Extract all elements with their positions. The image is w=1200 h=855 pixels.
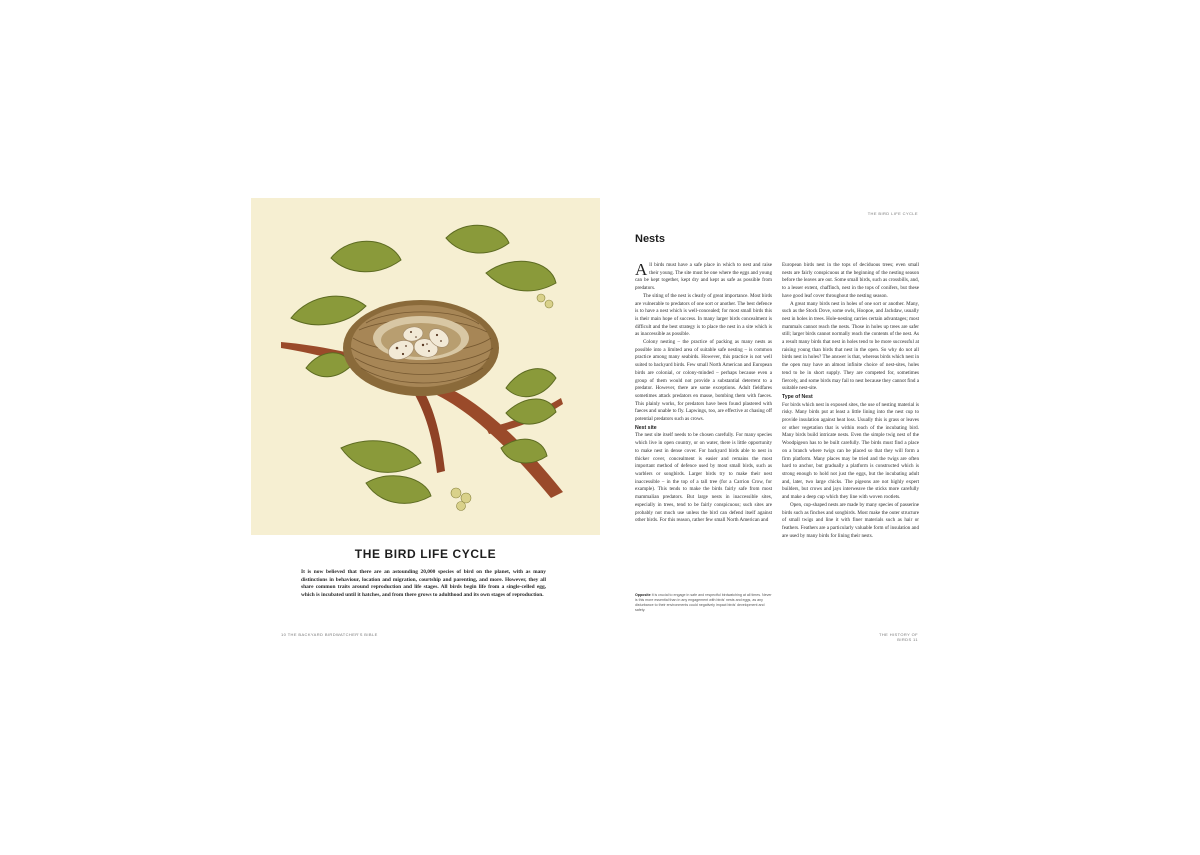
section-title: Nests (635, 233, 665, 245)
chapter-title: THE BIRD LIFE CYCLE (354, 547, 497, 561)
paragraph: A great many birds nest in holes of one sort or another. Many, such as the Stock Dove, some owls, Hoopoe, and Jackdaw, usually nest in holes in trees. Hole-nesting carries certain advantages; most mammals cannot reach the nests. Those in holes up trees are safer still; larger birds cannot normally reach the contents of the nest. As a result many birds that nest in holes tend to be more successful at raising young than birds that nest in the open. So why do not all birds nest in holes? The answer is that, whereas birds which nest in the open may have an almost infinite choice of nest-sites, holes tend to be in short supply. They are competed for, sometimes fiercely, and some birds may fail to nest because they cannot find a suitable nest-site. (782, 300, 919, 392)
subheading-type-of-nest: Type of Nest (782, 393, 813, 400)
paragraph: Open, cup-shaped nests are made by many species of passerine birds such as finches and songbirds. Most make the outer structure of small twigs and line it with finer materials such as hair or feathers. Feathers are a particularly valuable form of insulation and are used by many birds for lining their nests. (782, 501, 919, 539)
paragraph: For birds which nest in exposed sites, the use of nesting material is risky. Many birds put at least a little lining into the nest cup to provide insulation against heat loss. Usually this is grass or leaves or other vegetation that is within reach of the incubating bird. Many birds build intricate nests. Even the simple twig nest of the Woodpigeon has to be built carefully. The birds must find a place on a branch where twigs can be placed so that they will form a firm platform. Many places may be tried and the twigs are often hard to anchor, but gradually a platform is constructed which is strong enough to hold not just the eggs, but the incubating adult and, later, two large chicks. The pigeons are not highly expert builders, but crows and jays interweave the sticks more carefully and make a deep cup which they line with woven rootlets. (782, 401, 919, 501)
bird-nest-image (251, 198, 600, 535)
paragraph: Colony nesting – the practice of packing as many nests as possible into a limited area of suitable safe nesting – is common practice among many seabirds. However, this practice is not well suited to backyard birds. Few small North American and European birds are colonial, or colony-minded – perhaps because even a group of them would not provide a substantial deterrent to a predator. However, there are some exceptions. Adult fieldfares sometimes attack predators en masse, bombing them with faeces. This plainly works, for predators have been found plastered with faeces and unable to fly. Lapwings, too, are effective at chasing off potential predators such as crows. (635, 339, 772, 423)
caption-text: It is crucial to engage in safe and respectful birdwatching at all times. Never is this more essential than in any engagement with birds' nests and eggs, as any disturbance to their environments could negatively impact birds' development and safety. (635, 593, 772, 612)
drop-cap: A (635, 260, 648, 279)
paragraph: All birds must have a safe place in which to nest and raise their young. The site must be one where the eggs and young can be kept together, kept dry and kept as safe as possible from predators. (635, 260, 772, 292)
running-head: THE BIRD LIFE CYCLE (867, 211, 918, 216)
text-column-2 (782, 262, 919, 608)
subheading-nest-site: Nest site (635, 424, 657, 431)
caption-label: Opposite (635, 593, 651, 597)
paragraph: European birds nest in the tops of deciduous trees; even small nests are fairly conspicuous at the beginning of the nesting season before the leaves are out. Some small birds, such as crossbills, and, to a lesser extent, chaffinch, nest in the tops of conifers, but these have good leaf cover throughout the nesting season. (782, 262, 919, 299)
paragraph: The nest site itself needs to be chosen carefully. For many species which live in open country, or on water, there is little opportunity to make nest in dense cover. For backyard birds able to nest in thicker cover, concealment is easier and remains the most important method of defence used by most small birds, such as warblers or songbirds. Larger birds try to make their nest inaccessible – in the top of a tall tree (for a Carrion Crow, for example). This tends to make the birds fairly safe from most mammalian predators. But large nests in inaccessible sites, especially in trees, tend to be fairly conspicuous; such sites are probably not much use unless the bird can defend itself against other birds. For this reason, rather few small North American and (635, 432, 772, 524)
paragraph: The siting of the nest is clearly of great importance. Most birds are vulnerable to predators of one sort or another. The best defence is to have a nest which is well-concealed; for most small birds this is their main hope of success. In many larger birds concealment is difficult and the best strategy is to place the nest in a site which is as inaccessible as possible. (635, 292, 772, 338)
nest-illustration (251, 198, 600, 535)
chapter-intro: It is now believed that there are an astounding 20,000 species of bird on the planet, with as many distinctions in behaviour, location and migration, courtship and parenting, and more. However, they all share common traits around reproduction and life stages. All birds begin life from a single-celled egg, which is incubated until it hatches, and from there grows to adulthood and its own stages of reproduction. (301, 569, 546, 598)
folio-right: THE HISTORY OF BIRDS 11 (879, 632, 918, 642)
text-column-1 (635, 262, 772, 588)
folio-left: 10 THE BACKYARD BIRDWATCHER'S BIBLE (281, 632, 378, 637)
image-caption (635, 593, 772, 613)
